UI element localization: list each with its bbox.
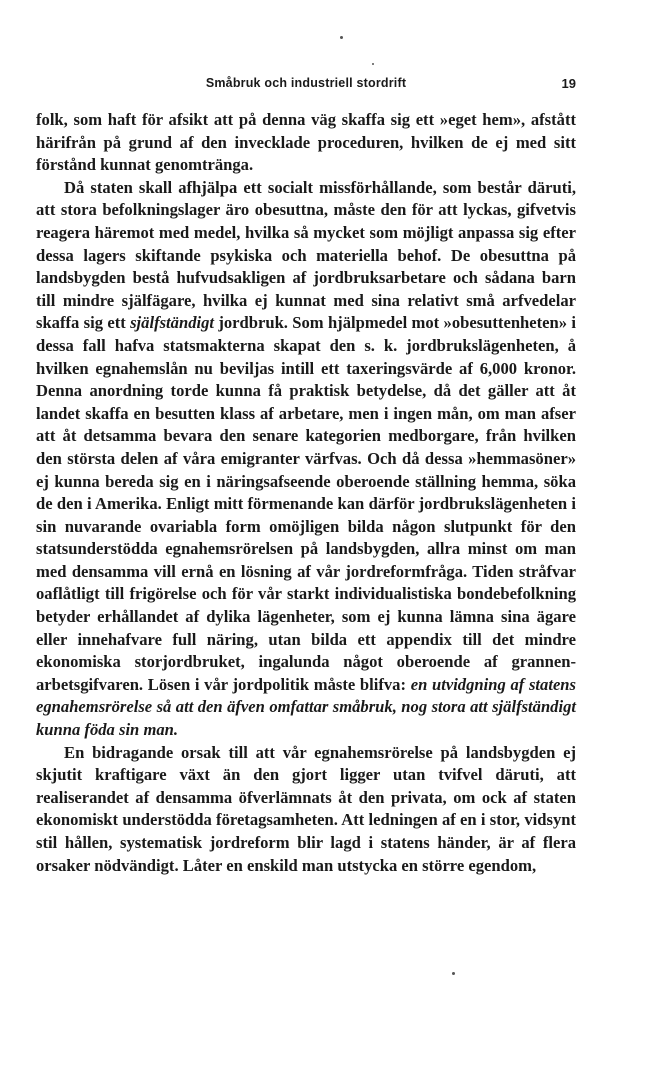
page-number: 19 [561, 76, 576, 91]
running-title: Småbruk och industriell stordrift [205, 76, 407, 90]
running-head [36, 76, 576, 96]
print-speck [340, 36, 343, 39]
paragraph [36, 109, 576, 177]
italic-run: själfständigt [130, 313, 215, 333]
paragraph [36, 742, 576, 878]
text-run: jordbruk. Som hjälpmedel mot »obesuttenheten» i dessa fall hafva statsmakterna skapat den s. k. jordbrukslägenheten, å hvilken egnahemslån nu beviljas intill ett taxeringsvärde af 6,000 kronor. Denna anordning torde kunna få praktisk betydelse, då det gäller att åt landet skaffa en besutten klass af arbetare, men i ingen mån, om man afser att åt detsamma bevara den senare kategorien medborgare, från hvilken den största delen af våra emigranter värfvas. Och då dessa »hemmasöner» ej kunna bereda sig en i näringsafseende oberoende ställning hemma, söka de den i Amerika. Enligt mitt förmenande kan därför jordbrukslägenheten i sin nuvarande ovariabla form omöjligen bilda någon slutpunkt för den statsunderstödda egnahemsrörelsen på landsbygden, allra minst om man med densamma vill ernå en lösning af vår jordreformfråga. Tiden stråfvar oaflåtligt till frigörelse och för vår starkt individualistiska bondebefolkning betyder erhållandet af dylika lägenheter, som ej kunna lämna sina ägare eller innehafvare full näring, utan bilda ett appendix till det mindre ekonomiska storjordbruket, ingalunda något oberoende af grannen-arbetsgifvaren. Lösen i vår jordpolitik måste blifva: [36, 313, 576, 694]
text-run: En bidragande orsak till att vår egnahemsrörelse på landsbygden ej skjutit kraftigare växt än den gjort ligger utan tvifvel däruti, att realiserandet af densamma öfverlämnats åt den privata, om ock af staten ekonomiskt understödda företagsamheten. Att ledningen af en i stor, vidsynt stil hållen, systematisk jordreform blir lagd i statens händer, är af flera orsaker nödvändigt. Låter en enskild man utstycka en större egendom, [36, 742, 576, 875]
text-run: Då staten skall afhjälpa ett socialt missförhållande, som består däruti, att stora befolkningslager äro obesuttna, måste den för att lyckas, gifvetvis reagera häremot med medel, hvilka så mycket som möjligt anpassa sig efter dessa lagers skiftande psykiska och materiella behof. De obesuttna på landsbygden bestå hufvudsakligen af jordbruksarbetare och sådana barn till mindre själfägare, hvilka ej kunnat med sina relativt små arfvedelar skaffa sig ett [36, 177, 576, 333]
print-speck [372, 63, 374, 65]
text-run: folk, som haft för afsikt att på denna väg skaffa sig ett »eget hem», afstått härifrån på grund af den invecklade proceduren, hvilken de ej med sitt förstånd kunnat genomtränga. [36, 110, 576, 175]
body-text [36, 109, 576, 877]
paragraph [36, 177, 576, 742]
print-speck [452, 972, 455, 975]
italic-run: en utvidgning af statens egnahemsrörelse så att den äfven omfattar småbruk, nog stora att själfständigt kunna föda sin man. [36, 674, 576, 740]
